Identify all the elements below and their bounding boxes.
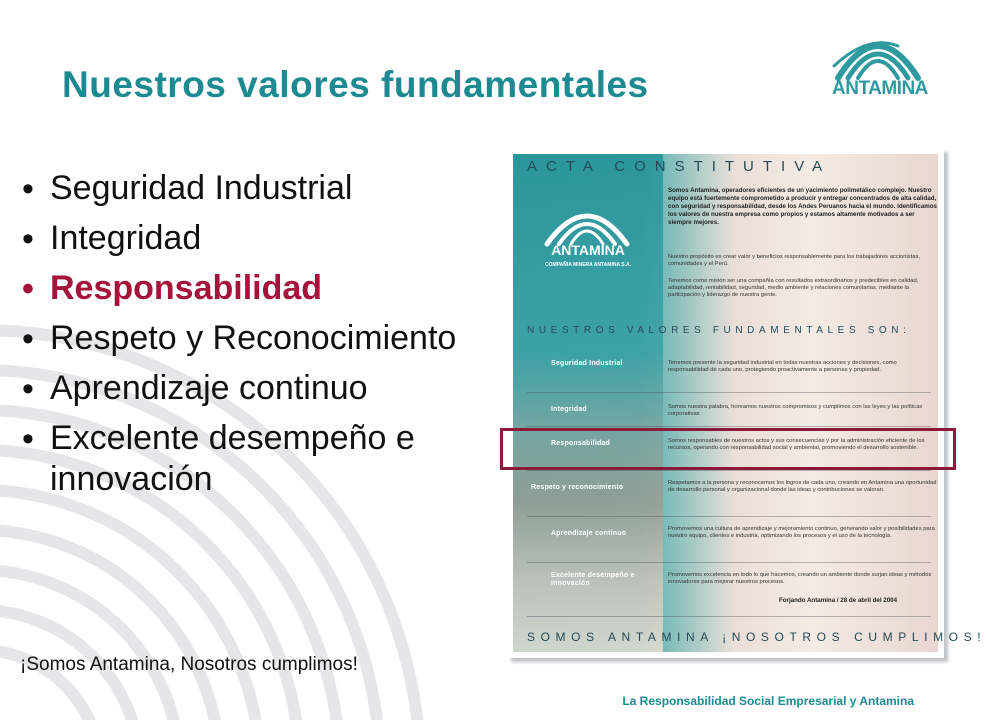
value-item-label: Respeto y Reconocimiento — [50, 319, 457, 357]
bullet-icon: • — [22, 170, 34, 208]
value-item-label: Seguridad Industrial — [50, 169, 353, 207]
document-row-text: Promovemos una cultura de aprendizaje y mejoramiento continuo, generando valor y posibilidades para nuestro equipo, clientes e industria, optimizando los procesos y el uso de la tecnología. — [668, 526, 935, 540]
logo-wordmark: ANTAMINA — [832, 78, 928, 99]
bullet-icon: • — [22, 270, 34, 308]
document-mission: Tenemos como misión ser una compañía con resultados extraordinarios y predecibles en calidad, adaptabilidad, rentabilidad, seguridad, medio ambiente y relaciones comunitarias, mediante la participación y liderazgo de nuestra gente. — [668, 278, 919, 299]
value-item-label: Excelente desempeño e innovación — [50, 419, 415, 498]
document-purpose: Nuestro propósito es crear valor y beneficios responsablemente para los trabajadores accionistas, comunidades y el Perú. — [668, 254, 920, 268]
bullet-icon: • — [22, 220, 34, 258]
document-row-label: Aprendizaje continuo — [551, 530, 627, 537]
document-row-text: Respetamos a la persona y reconocemos los logros de cada uno, creando en Antamina una oportunidad de desarrollo personal y organizacional donde las ideas y contribuciones se valoran. — [668, 480, 937, 494]
document-row-text: Somos responsables de nuestros actos y sus consecuencias y por la administración eficiente de los recursos, operando con responsabilidad social y ambiental, promoviendo el desarrollo sostenible. — [668, 438, 925, 452]
document-values-heading: NUESTROS VALORES FUNDAMENTALES SON: — [527, 325, 911, 336]
value-item-aprendizaje — [22, 364, 512, 414]
document-row-label: Excelente desempeño e innovación — [551, 572, 635, 587]
document-divider — [527, 562, 931, 563]
document-signature: Forjando Antamina / 28 de abril del 2004 — [779, 597, 898, 604]
document-row-text: Tenemos presente la seguridad industrial en todas nuestras acciones y decisiones, como responsabilidad de cada uno, protegiendo proactivamente a personas y propiedad. — [668, 360, 897, 374]
document-logo-subtitle: COMPAÑIA MINERA ANTAMINA S.A. — [544, 262, 631, 268]
value-item-responsabilidad — [22, 264, 512, 314]
document-divider — [527, 616, 931, 617]
bullet-icon: • — [22, 420, 34, 458]
document-divider — [527, 516, 931, 517]
document-body — [513, 154, 986, 652]
antamina-logo — [828, 20, 928, 116]
document-divider — [527, 426, 931, 427]
document-row-text: Promovemos excelencia en todo lo que hacemos, creando un ambiente donde surjan ideas y métodos innovadores para mejorar nuestros procesos. — [668, 572, 932, 586]
bullet-icon: • — [22, 370, 34, 408]
page-title: Nuestros valores fundamentales — [62, 64, 649, 105]
acta-constitutiva-document — [507, 148, 986, 658]
document-row-label: Responsabilidad — [551, 440, 611, 447]
document-row-text: Somos nuestra palabra, honramos nuestros compromisos y cumplimos con las leyes y las políticas corporativas — [668, 404, 923, 418]
document-row-label: Seguridad Industrial — [551, 360, 623, 367]
document-row-label: Respeto y reconocimiento — [531, 484, 624, 491]
values-list — [22, 164, 512, 505]
document-divider — [527, 470, 931, 471]
document-divider — [527, 392, 931, 393]
value-item-respeto — [22, 314, 512, 364]
document-heading: ACTA CONSTITUTIVA — [527, 158, 832, 175]
document-bottom-slogan: SOMOS ANTAMINA ¡NOSOTROS CUMPLIMOS! — [527, 630, 986, 644]
document-logo-wordmark: ANTAMINA — [551, 242, 625, 258]
bullet-icon: • — [22, 320, 34, 358]
value-item-excelencia — [22, 414, 512, 505]
value-item-label: Aprendizaje continuo — [50, 369, 368, 407]
value-item-integridad — [22, 214, 512, 264]
document-intro: Somos Antamina, operadores eficientes de un yacimiento polimetálico complejo. Nuestro equipo está fuertemente comprometido a producir y entregar concentrados de alta calidad, con seguridad y responsabilidad, desde los Andes Peruanos hacia el mundo. Identificamos los valores de nuestra empresa como propios y estamos altamente motivados a ser siempre mejores. — [668, 187, 937, 226]
slogan: ¡Somos Antamina, Nosotros cumplimos! — [20, 654, 358, 675]
document-row-label: Integridad — [551, 406, 587, 413]
footer-caption: La Responsabilidad Social Empresarial y Antamina — [622, 694, 914, 708]
value-item-seguridad — [22, 164, 512, 214]
value-item-label: Integridad — [50, 219, 202, 257]
value-item-label: Responsabilidad — [50, 269, 323, 307]
responsabilidad-highlight-box — [500, 428, 956, 470]
